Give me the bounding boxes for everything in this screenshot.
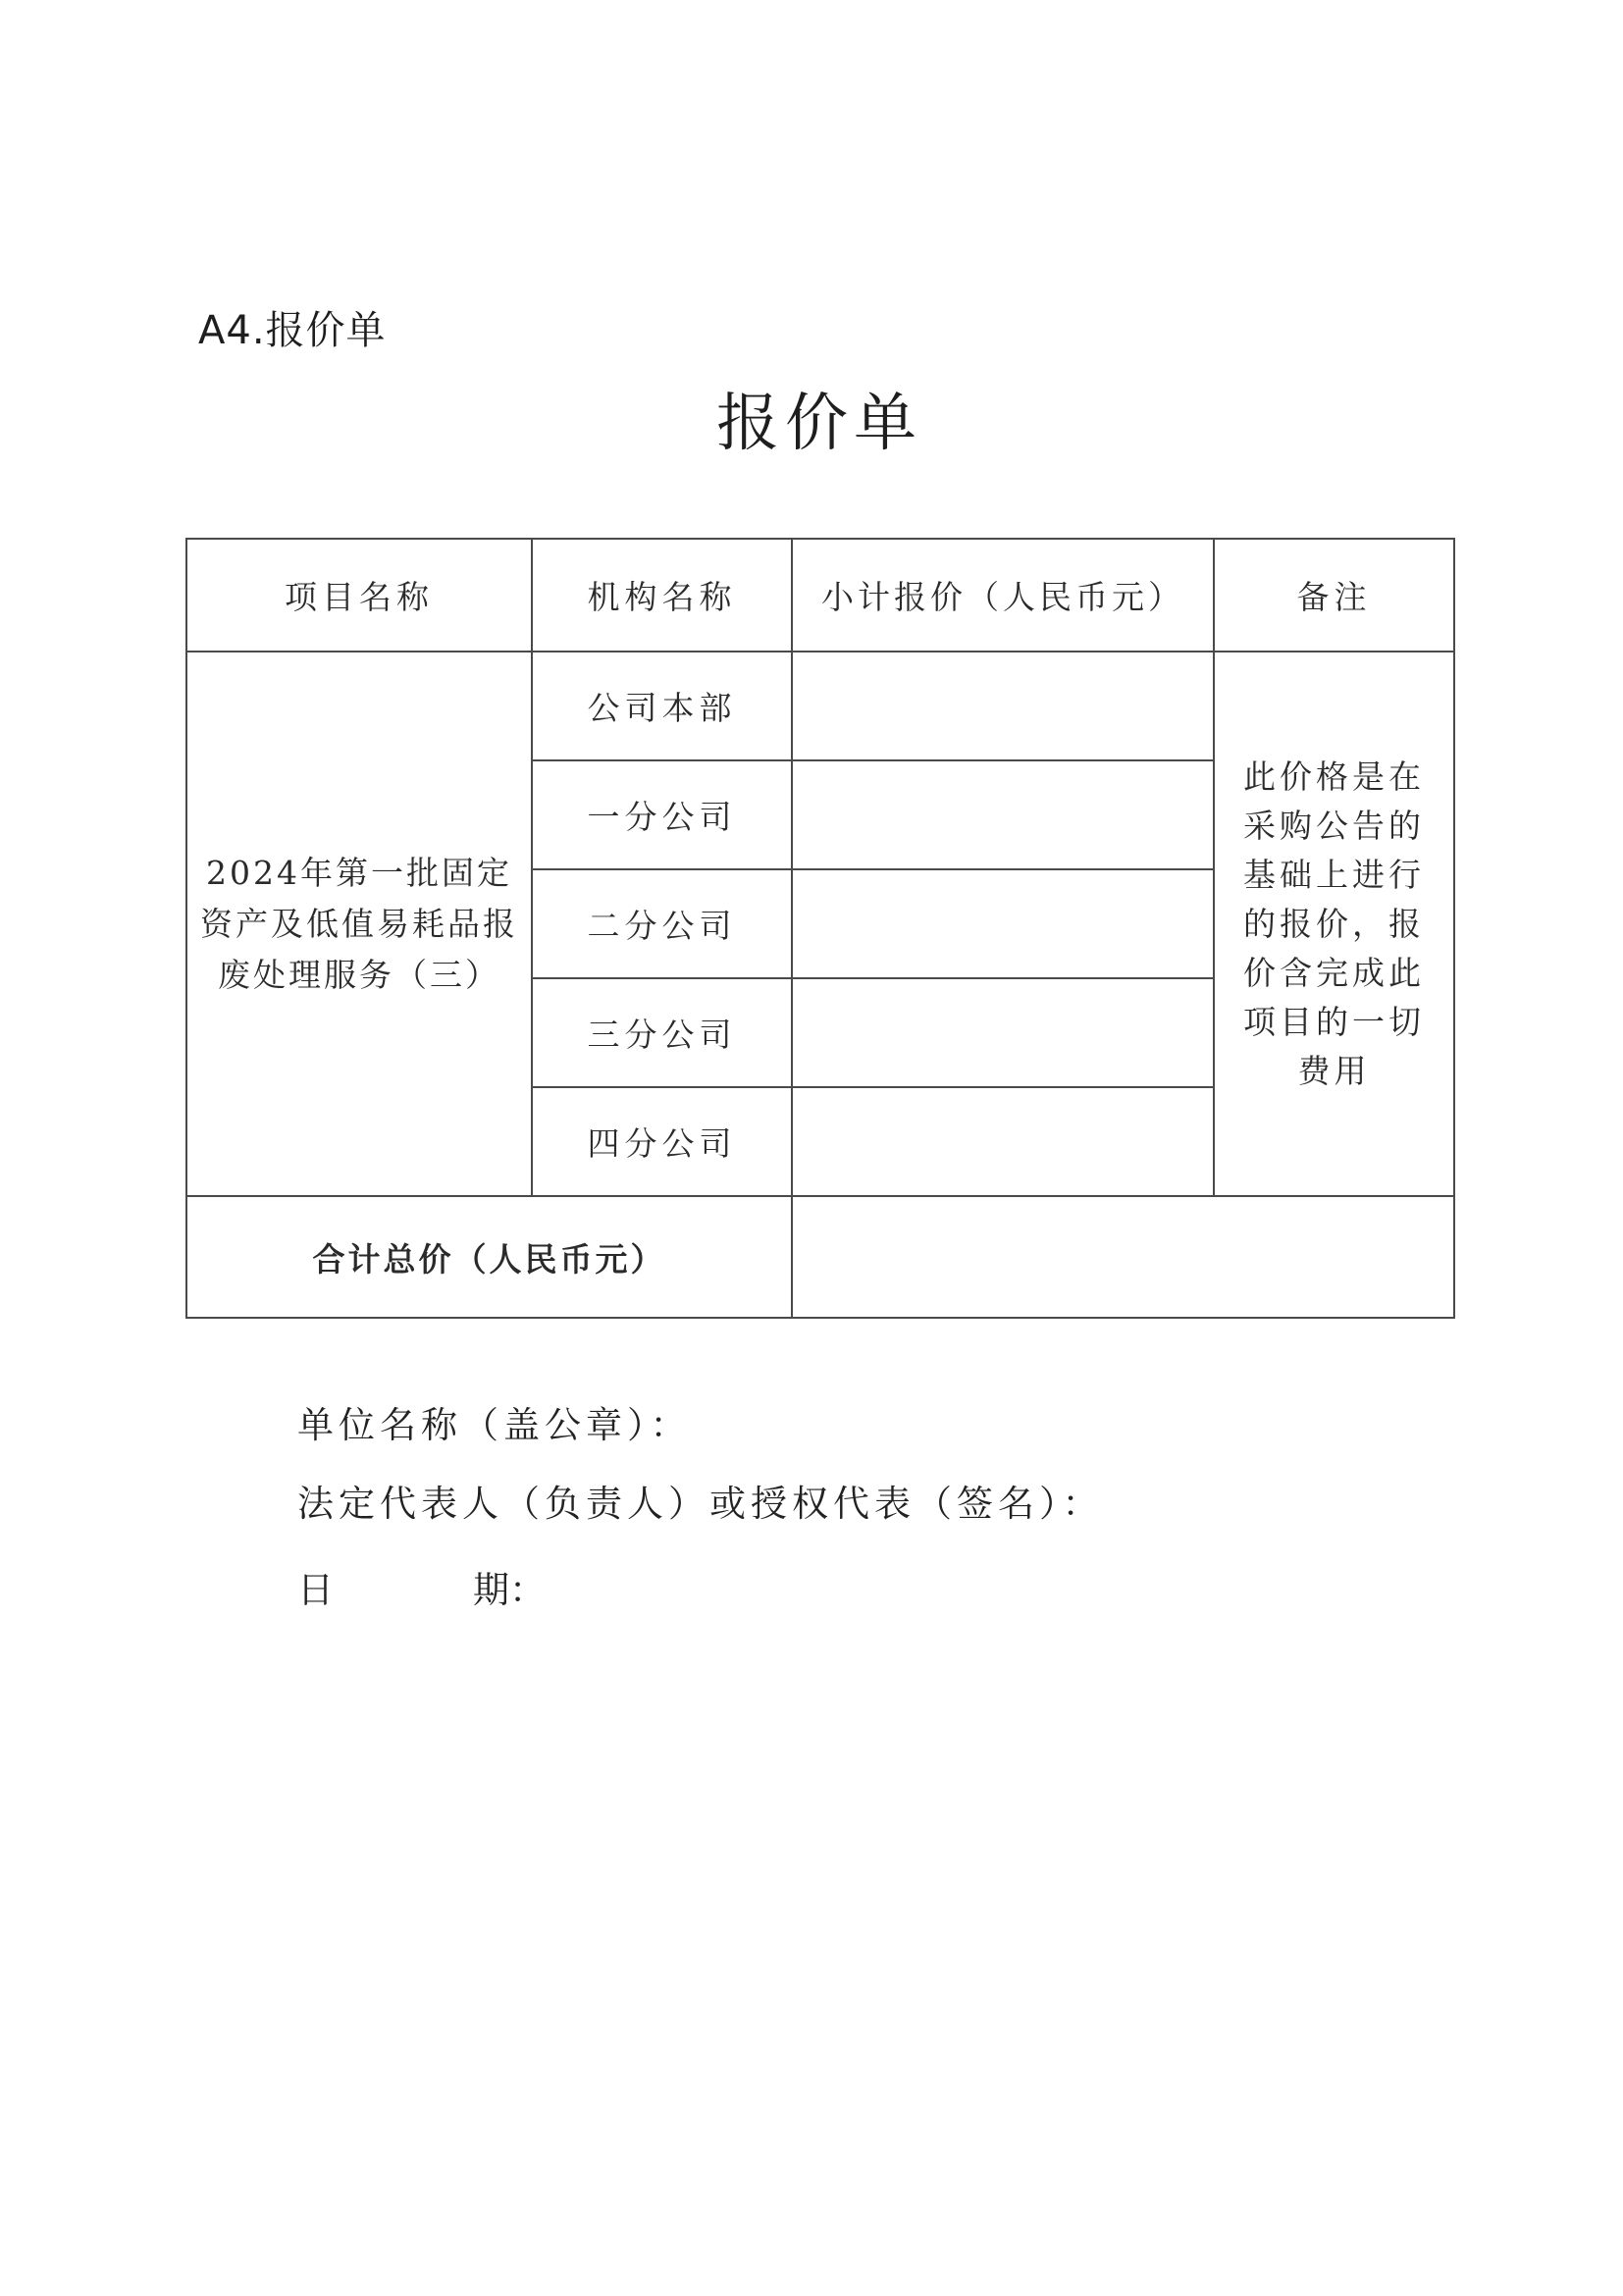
- company-name-field: 单位名称（盖公章）：: [297, 1404, 692, 1446]
- subtotal-cell[interactable]: [792, 869, 1214, 978]
- subtotal-cell[interactable]: [792, 652, 1214, 760]
- org-name-cell: 一分公司: [532, 760, 792, 869]
- page-title: 报价单: [716, 388, 922, 460]
- quotation-table: [185, 538, 1455, 1319]
- header-org-name: 机构名称: [532, 539, 792, 652]
- date-label-part1: 日: [297, 1569, 334, 1611]
- date-label-part2: 期：: [473, 1569, 546, 1611]
- table-row: [186, 652, 1454, 760]
- org-name-cell: 三分公司: [532, 978, 792, 1087]
- total-value-cell[interactable]: [792, 1196, 1454, 1318]
- org-name-cell: 二分公司: [532, 869, 792, 978]
- org-name-cell: 四分公司: [532, 1087, 792, 1196]
- table-header-row: [186, 539, 1454, 652]
- header-project-name: 项目名称: [186, 539, 532, 652]
- header-remark: 备注: [1214, 539, 1454, 652]
- remark-cell: 此价格是在采购公告的基础上进行的报价，报价含完成此项目的一切费用: [1214, 652, 1454, 1196]
- total-label: 合计总价（人民币元）: [186, 1196, 792, 1318]
- section-label: A4.报价单: [198, 308, 387, 353]
- project-name-cell: 2024年第一批固定资产及低值易耗品报废处理服务（三）: [186, 652, 532, 1196]
- org-name-cell: 公司本部: [532, 652, 792, 760]
- subtotal-cell[interactable]: [792, 1087, 1214, 1196]
- subtotal-cell[interactable]: [792, 760, 1214, 869]
- header-subtotal: 小计报价（人民币元）: [792, 539, 1214, 652]
- representative-signature-field: 法定代表人（负责人）或授权代表（签名）：: [297, 1483, 1104, 1525]
- subtotal-cell[interactable]: [792, 978, 1214, 1087]
- total-row: [186, 1196, 1454, 1318]
